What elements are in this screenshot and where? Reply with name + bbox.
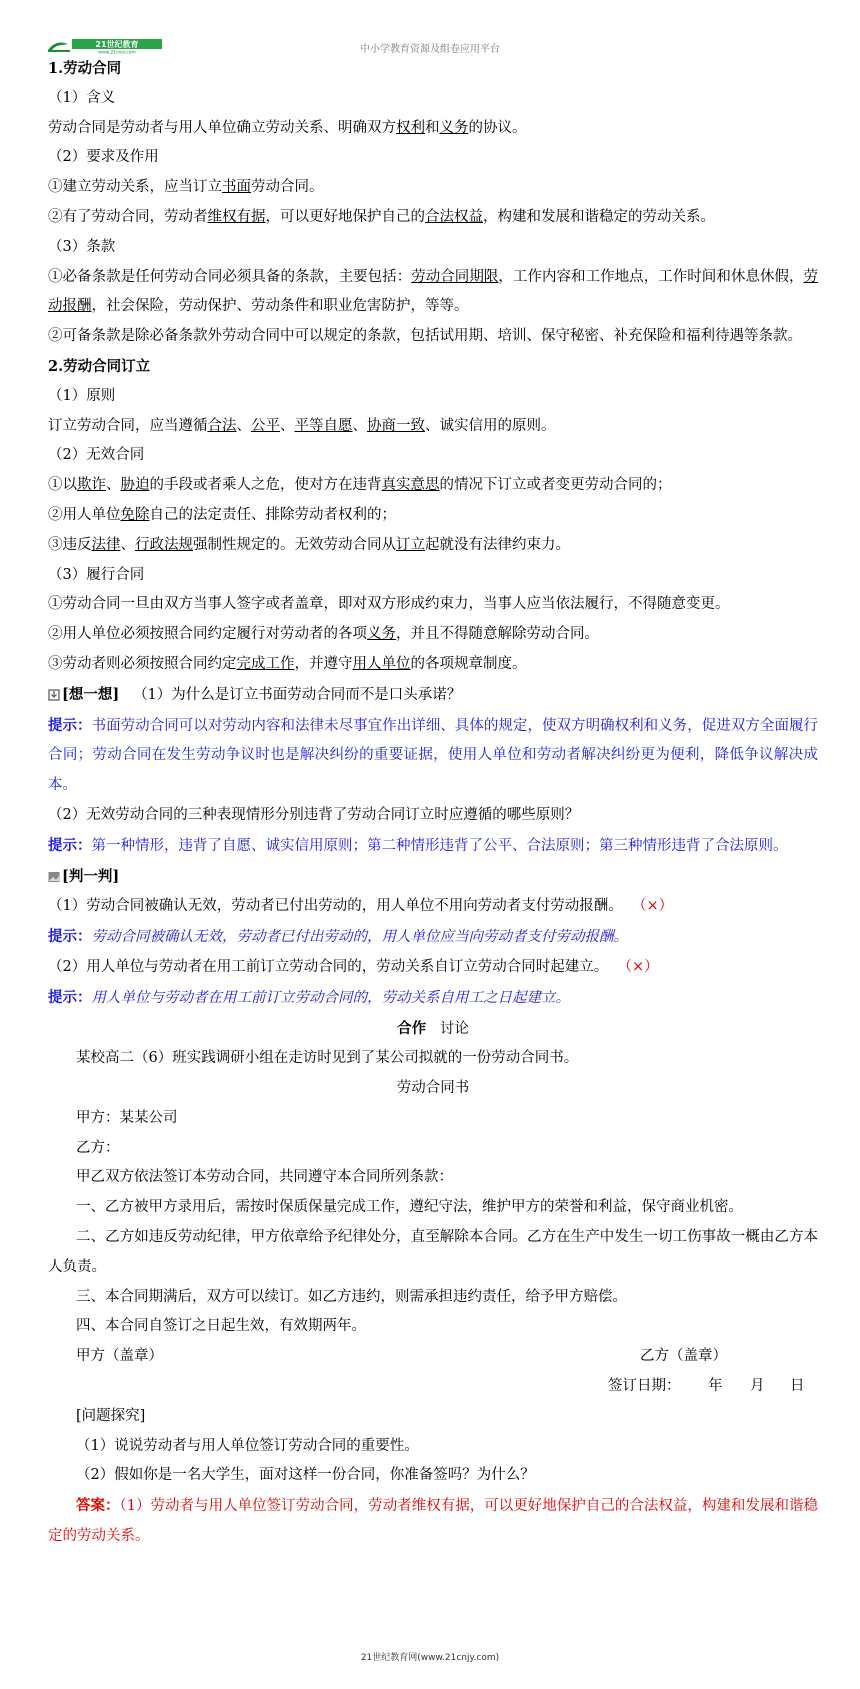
contract-term-2: 二、乙方如违反劳动纪律，甲方依章给予纪律处分，直至解除本合同。乙方在生产中发生一切工伤事故一概由乙方本人负责。 (48, 1229, 818, 1275)
section-2-title: 2.劳动合同订立 (48, 357, 151, 375)
s1-clause-1: ①必备条款是任何劳动合同必须具备的条款，主要包括：劳动合同期限，工作内容和工作地点，工作时间和休息休假，劳动报酬，社会保险，劳动保护、劳动条件和职业危害防护，等等。 (48, 268, 819, 315)
section-1-title: 1.劳动合同 (48, 60, 122, 77)
contract-term-1: 一、乙方被甲方录用后，需按时保质保量完成工作，遵纪守法，维护甲方的荣誉和利益，保守商业机密。 (76, 1199, 743, 1216)
s2-heading-perform: （3）履行合同 (48, 566, 145, 583)
judge-mark-1: （×） (631, 898, 674, 915)
date-label: 签订日期： (608, 1378, 681, 1395)
page-header (0, 0, 860, 58)
judge-question-1: （1）劳动合同被确认无效，劳动者已付出劳动的，用人单位不用向劳动者支付劳动报酬。 （×） (48, 898, 674, 915)
s2-perform-3: ③劳动者则必须按照合同约定完成工作，并遵守用人单位的各项规章制度。 (48, 655, 527, 672)
s2-perform-1: ①劳动合同一旦由双方当事人签字或者盖章，即对双方形成约束力，当事人应当依法履行，不得随意变更。 (48, 596, 730, 613)
contract-lead: 甲乙双方依法签订本劳动合同，共同遵守本合同所列条款： (76, 1169, 453, 1186)
logo-text: 21世纪教育 (95, 40, 139, 49)
s2-perform-2: ②用人单位必须按照合同约定履行对劳动者的各项义务，并且不得随意解除劳动合同。 (48, 626, 599, 643)
page-content (48, 54, 818, 1552)
think-question-1: [想一想] （1）为什么是订立书面劳动合同而不是口头承诺？ (48, 680, 818, 711)
contract-term-3: 三、本合同期满后，双方可以续订。如乙方违约，则需承担违约责任，给予甲方赔偿。 (76, 1288, 627, 1305)
date-year: 年 (708, 1378, 723, 1395)
think-icon (48, 689, 60, 701)
s1-heading-meaning: （1）含义 (48, 89, 116, 106)
contract-term-4: 四、本合同自签订之日起生效，有效期两年。 (76, 1318, 366, 1335)
judge-label: [判一判] (62, 867, 120, 885)
contract-party-b: 乙方： (76, 1139, 120, 1156)
judge-answer-1: 提示：劳动合同被确认无效，劳动者已付出劳动的，用人单位应当向劳动者支付劳动报酬。 (48, 928, 628, 946)
header-platform-text: 中小学教育资源及组卷应用平台 (360, 44, 500, 55)
judge-answer-2: 提示：用人单位与劳动者在用工前订立劳动合同的，劳动关系自用工之日起建立。 (48, 988, 570, 1006)
judge-question-2: （2）用人单位与劳动者在用工前订立劳动合同的，劳动关系自订立劳动合同时起建立。 （×） (48, 958, 659, 975)
explore-question-2: （2）假如你是一名大学生，面对这样一份合同，你准备签吗？为什么？ (76, 1467, 535, 1484)
explore-question-1: （1）说说劳动者与用人单位签订劳动合同的重要性。 (76, 1437, 419, 1454)
s1-requirement-2: ②有了劳动合同，劳动者维权有据，可以更好地保护自己的合法权益，构建和发展和谐稳定的劳动关系。 (48, 208, 715, 225)
page-footer: 21世纪教育网(www.21cnjy.com) (360, 1653, 500, 1663)
question-explore-heading: [问题探究] (76, 1407, 146, 1424)
s2-heading-principles: （1）原则 (48, 387, 116, 404)
contract-title: 劳动合同书 (396, 1080, 470, 1097)
s2-invalid-3: ③违反法律、行政法规强制性规定的。无效劳动合同从订立起就没有法律约束力。 (48, 536, 570, 553)
s1-heading-requirements: （2）要求及作用 (48, 149, 159, 166)
judge-mark-2: （×） (617, 958, 659, 975)
think-question-2: （2）无效劳动合同的三种表现情形分别违背了劳动合同订立时应遵循的哪些原则？ (48, 806, 580, 823)
sign-party-a: 甲方（盖章） (76, 1348, 163, 1365)
think-answer-2: 提示：第一种情形，违背了自愿、诚实信用原则；第二种情形违背了公平、合法原则；第三种情形违背了合法原则。 (48, 836, 788, 854)
s2-invalid-2: ②用人单位免除自己的法定责任、排除劳动者权利的； (48, 506, 396, 523)
coop-intro: 某校高二（6）班实践调研小组在走访时见到了某公司拟就的一份劳动合同书。 (76, 1050, 579, 1067)
date-day: 日 (790, 1378, 805, 1395)
date-month: 月 (750, 1378, 765, 1395)
s2-invalid-1: ①以欺诈、胁迫的手段或者乘人之危，使对方在违背真实意思的情况下订立或者变更劳动合同的； (48, 477, 672, 494)
s2-heading-invalid: （2）无效合同 (48, 447, 145, 464)
contract-signatures (48, 1342, 818, 1372)
coop-title: 合作 讨论 (397, 1019, 469, 1037)
contract-party-a: 甲方：某某公司 (76, 1109, 178, 1126)
think-label: [想一想] (62, 685, 120, 703)
s2-principles: 订立劳动合同，应当遵循合法、公平、平等自愿、协商一致、诚实信用的原则。 (48, 417, 556, 434)
think-answer-1: 提示：书面劳动合同可以对劳动内容和法律未尽事宜作出详细、具体的规定，使双方明确权利和义务，促进双方全面履行合同；劳动合同在发生劳动争议时也是解决纠纷的重要证据，使用人单位和劳动者解决纠纷更为便利，降低争议解决成本。 (48, 716, 819, 794)
judge-heading (48, 862, 818, 893)
s1-clause-2: ②可备条款是除必备条款外劳动合同中可以规定的条款，包括试用期、培训、保守秘密、补充保险和福利待遇等条款。 (48, 328, 802, 345)
sign-party-b: 乙方（盖章） (640, 1348, 727, 1365)
s1-definition: 劳动合同是劳动者与用人单位确立劳动关系、明确双方权利和义务的协议。 (48, 119, 527, 136)
s1-requirement-1: ①建立劳动关系，应当订立书面劳动合同。 (48, 179, 324, 196)
logo-sub: www.21cnjy.com (98, 50, 136, 54)
contract-date (48, 1372, 818, 1402)
answer: 答案：（1）劳动者与用人单位签订劳动合同，劳动者维权有据，可以更好地保护自己的合法权益，构建和发展和谐稳定的劳动关系。 (48, 1497, 818, 1545)
image-icon (48, 871, 60, 883)
s1-heading-clauses: （3）条款 (48, 238, 116, 255)
